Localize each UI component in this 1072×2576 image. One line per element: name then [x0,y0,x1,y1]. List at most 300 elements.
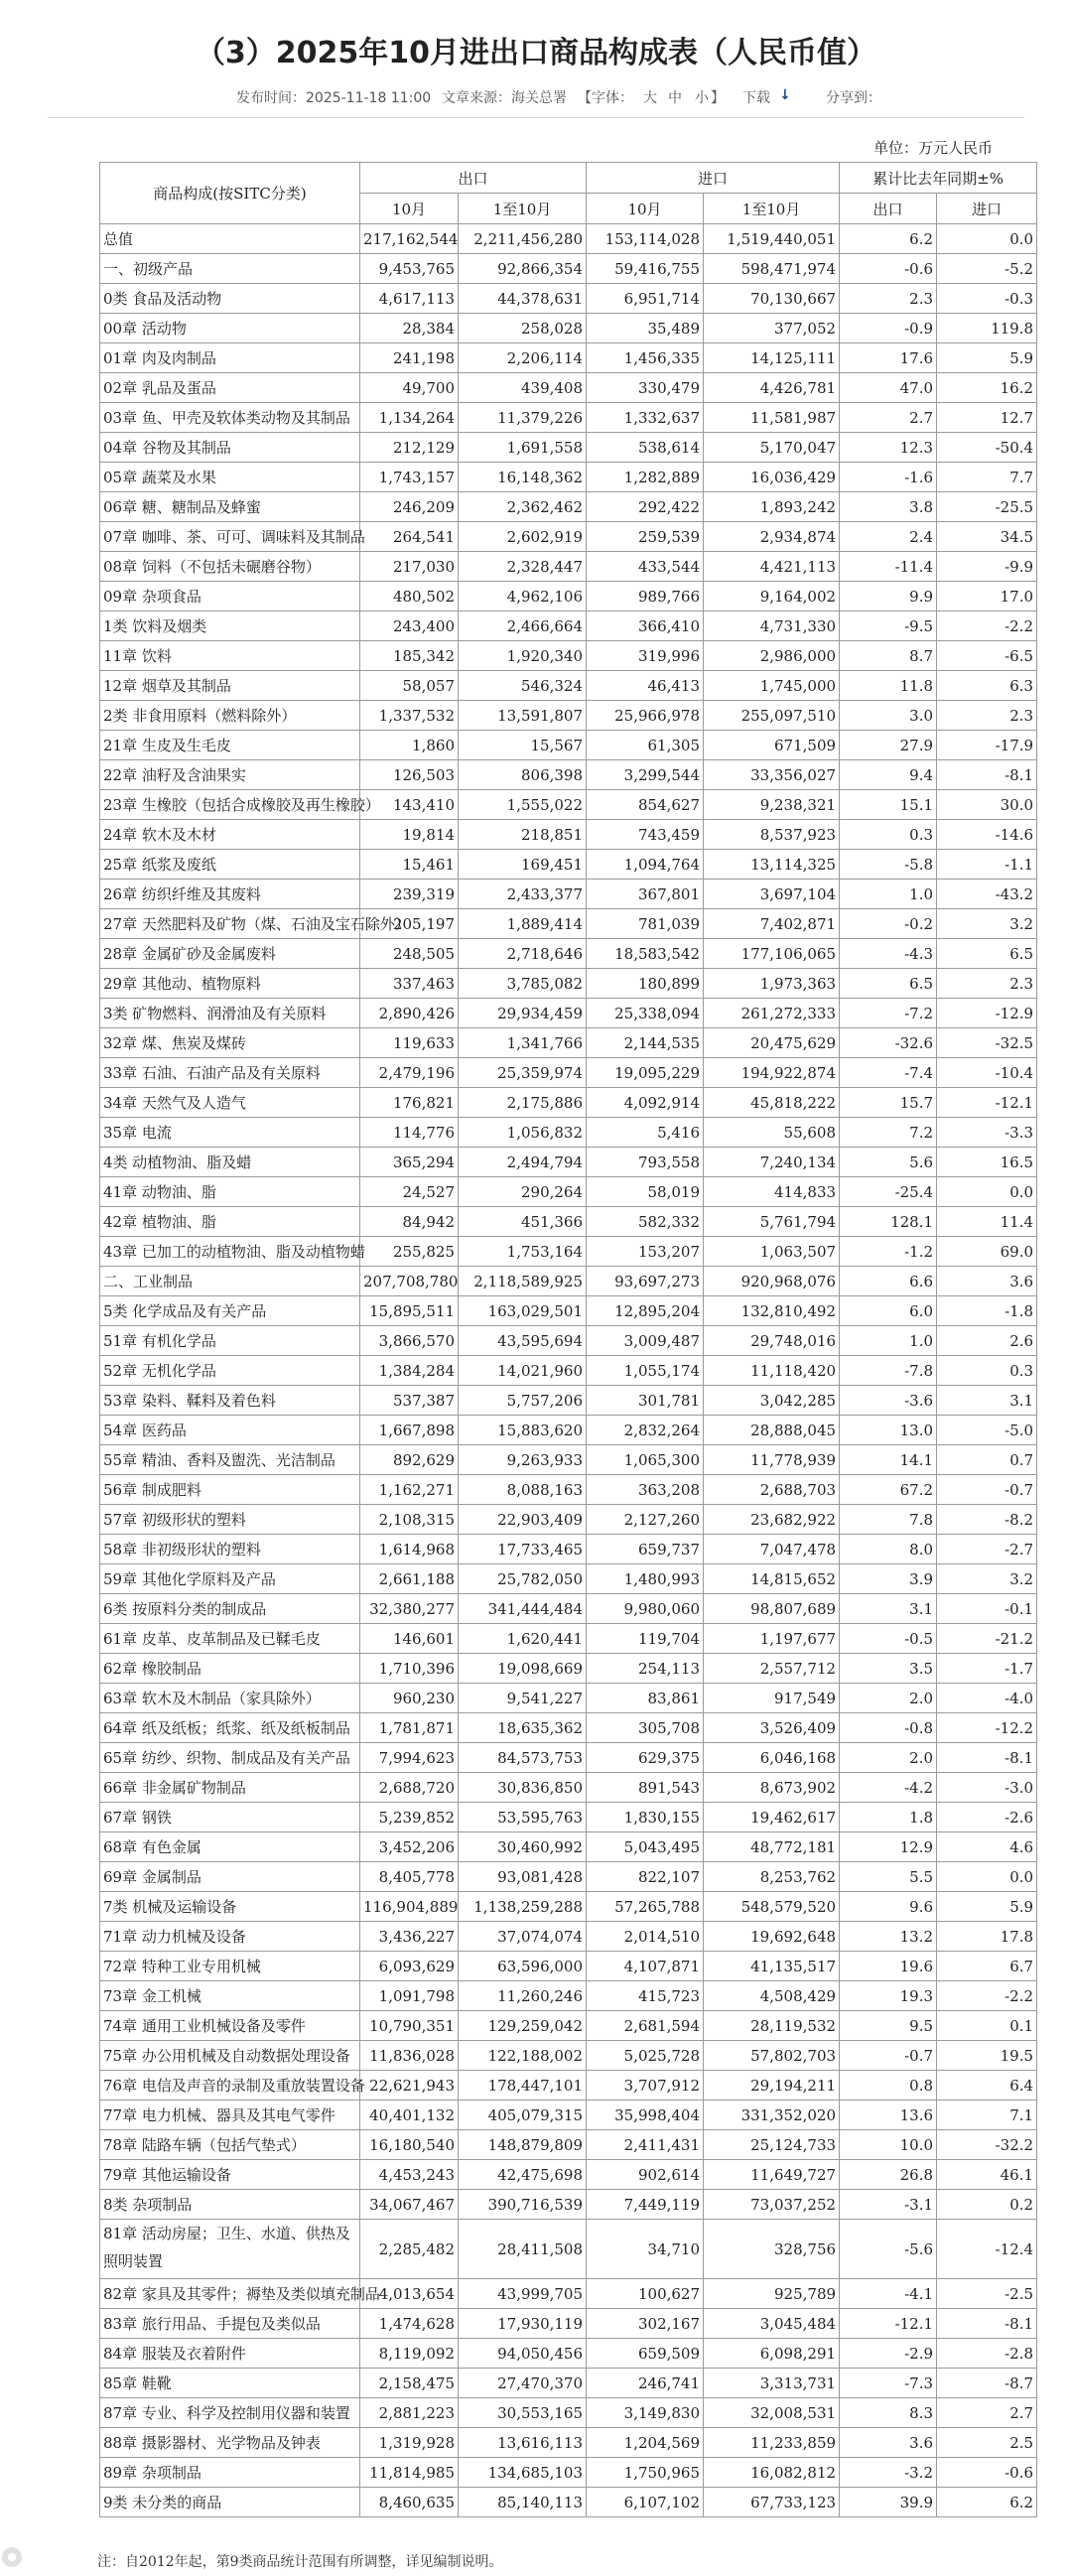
table-row [100,1684,1037,1713]
row-value-cell: 11,836,028 [360,2041,459,2071]
row-value-cell: 10,790,351 [360,2011,459,2041]
row-value-cell: 9,541,227 [459,1684,587,1713]
row-value-cell: 35,998,404 [587,2101,704,2130]
row-value-cell: 19,692,648 [704,1922,840,1952]
row-value-cell: 25,966,978 [587,701,704,731]
row-value-cell: 5,025,728 [587,2041,704,2071]
table-row [100,880,1037,909]
row-category-cell: 03章 鱼、甲壳及软体类动物及其制品 [100,403,360,433]
table-row [100,433,1037,463]
row-value-cell: 2,688,720 [360,1773,459,1803]
row-value-cell: 1,162,271 [360,1475,459,1505]
row-value-cell: 14,021,960 [459,1356,587,1386]
row-value-cell: 8,088,163 [459,1475,587,1505]
table-row [100,641,1037,671]
row-value-cell: 163,029,501 [459,1296,587,1326]
row-value-cell: 3,436,227 [360,1922,459,1952]
row-value-cell: 2,934,874 [704,522,840,552]
row-value-cell: 16.5 [937,1148,1037,1177]
download-link[interactable]: 下载 [742,90,770,106]
table-row [100,2279,1037,2309]
row-value-cell: 3.1 [840,1594,937,1624]
row-value-cell: 29,748,016 [704,1326,840,1356]
row-value-cell: 207,708,780 [360,1267,459,1296]
row-value-cell: -8.2 [937,1505,1037,1535]
row-value-cell: -21.2 [937,1624,1037,1654]
row-value-cell: 1,480,993 [587,1564,704,1594]
row-value-cell: 3,299,544 [587,760,704,790]
row-value-cell: 2,986,000 [704,641,840,671]
row-value-cell: 254,113 [587,1654,704,1684]
row-value-cell: 4,617,113 [360,284,459,314]
row-category-cell: 71章 动力机械及设备 [100,1922,360,1952]
table-row [100,909,1037,939]
row-value-cell: 28,888,045 [704,1416,840,1445]
watermark-circle-icon: ● [2,2547,22,2567]
row-value-cell: -3.2 [840,2458,937,2488]
row-value-cell: 743,459 [587,820,704,850]
table-row [100,1028,1037,1058]
row-value-cell: 30,460,992 [459,1832,587,1862]
row-value-cell: 2,881,223 [360,2398,459,2428]
row-value-cell: 337,463 [360,969,459,999]
row-category-cell: 72章 特种工业专用机械 [100,1952,360,1981]
row-category-cell: 2类 非食用原料（燃料除外） [100,701,360,731]
row-value-cell: 8,460,635 [360,2488,459,2517]
row-value-cell: 28,119,532 [704,2011,840,2041]
table-row [100,1118,1037,1148]
row-value-cell: 331,352,020 [704,2101,840,2130]
row-value-cell: 9,238,321 [704,790,840,820]
row-value-cell: 126,503 [360,760,459,790]
row-value-cell: 22,621,943 [360,2071,459,2101]
row-value-cell: 1,614,968 [360,1535,459,1564]
page-title: （3）2025年10月进出口商品构成表（人民币值） [195,36,877,70]
table-row [100,1177,1037,1207]
row-category-cell: 1类 饮料及烟类 [100,611,360,641]
header-import-ytd: 1至10月 [704,194,840,224]
row-value-cell: 34,710 [587,2220,704,2279]
row-value-cell: 0.8 [840,2071,937,2101]
row-value-cell: 57,802,703 [704,2041,840,2071]
table-row [100,1773,1037,1803]
row-value-cell: 2,890,426 [360,999,459,1028]
row-value-cell: 239,319 [360,880,459,909]
row-category-cell: 85章 鞋靴 [100,2369,360,2398]
row-category-cell: 89章 杂项制品 [100,2458,360,2488]
table-row [100,2309,1037,2339]
row-value-cell: 1,384,284 [360,1356,459,1386]
row-value-cell: -43.2 [937,880,1037,909]
row-value-cell: -0.6 [840,254,937,284]
row-value-cell: 793,558 [587,1148,704,1177]
row-category-cell: 08章 饲料（不包括未碾磨谷物） [100,552,360,582]
row-value-cell: 5,239,852 [360,1803,459,1832]
row-value-cell: 94,050,456 [459,2339,587,2369]
table-row [100,1148,1037,1177]
row-value-cell: 11,233,859 [704,2428,840,2458]
table-row [100,1237,1037,1267]
row-value-cell: 1,620,441 [459,1624,587,1654]
row-value-cell: 261,272,333 [704,999,840,1028]
table-row [100,969,1037,999]
row-value-cell: 128.1 [840,1207,937,1237]
row-value-cell: 1,667,898 [360,1416,459,1445]
row-category-cell: 07章 咖啡、茶、可可、调味料及其制品 [100,522,360,552]
row-value-cell: 3,697,104 [704,880,840,909]
row-value-cell: 264,541 [360,522,459,552]
row-value-cell: 15,883,620 [459,1416,587,1445]
row-value-cell: 8,537,923 [704,820,840,850]
row-category-cell: 09章 杂项食品 [100,582,360,611]
row-value-cell: 2.4 [840,522,937,552]
row-category-cell: 6类 按原料分类的制成品 [100,1594,360,1624]
row-value-cell: 598,471,974 [704,254,840,284]
row-value-cell: 1,091,798 [360,1981,459,2011]
row-category-cell: 02章 乳品及蛋品 [100,373,360,403]
table-row [100,731,1037,760]
row-value-cell: 13.0 [840,1416,937,1445]
row-value-cell: 33,356,027 [704,760,840,790]
row-value-cell: 7.2 [840,1118,937,1148]
row-value-cell: 301,781 [587,1386,704,1416]
row-value-cell: 148,879,809 [459,2130,587,2160]
row-category-cell: 22章 油籽及含油果实 [100,760,360,790]
row-value-cell: 84,573,753 [459,1743,587,1773]
row-value-cell: 16,148,362 [459,463,587,492]
font-size-medium-link[interactable]: 中 [668,90,682,106]
row-value-cell: 119.8 [937,314,1037,343]
row-category-cell: 61章 皮革、皮革制品及已鞣毛皮 [100,1624,360,1654]
row-value-cell: 69.0 [937,1237,1037,1267]
row-value-cell: 302,167 [587,2309,704,2339]
table-row [100,1207,1037,1237]
row-value-cell: 178,447,101 [459,2071,587,2101]
row-value-cell: 0.0 [937,224,1037,254]
table-row [100,1535,1037,1564]
row-value-cell: 2.5 [937,2428,1037,2458]
table-row [100,314,1037,343]
table-row [100,2011,1037,2041]
row-value-cell: 13,591,807 [459,701,587,731]
row-value-cell: 45,818,222 [704,1088,840,1118]
row-value-cell: 25,338,094 [587,999,704,1028]
row-value-cell: 671,509 [704,731,840,760]
row-value-cell: 629,375 [587,1743,704,1773]
row-value-cell: 35,489 [587,314,704,343]
table-row [100,1564,1037,1594]
table-row [100,2101,1037,2130]
row-value-cell: 153,207 [587,1237,704,1267]
row-value-cell: -3.3 [937,1118,1037,1148]
table-row [100,1624,1037,1654]
row-value-cell: 4.6 [937,1832,1037,1862]
row-value-cell: 18,583,542 [587,939,704,969]
row-value-cell: 83,861 [587,1684,704,1713]
table-row [100,1922,1037,1952]
row-value-cell: 292,422 [587,492,704,522]
header-import-oct: 10月 [587,194,704,224]
row-value-cell: 185,342 [360,641,459,671]
row-value-cell: 84,942 [360,1207,459,1237]
row-value-cell: 3.6 [840,2428,937,2458]
row-value-cell: 548,579,520 [704,1892,840,1922]
row-category-cell: 35章 电流 [100,1118,360,1148]
row-category-cell: 0类 食品及活动物 [100,284,360,314]
row-value-cell: 67.2 [840,1475,937,1505]
row-value-cell: 3.9 [840,1564,937,1594]
row-value-cell: 439,408 [459,373,587,403]
row-value-cell: 15,461 [360,850,459,880]
download-icon[interactable]: ↓ [779,87,791,103]
row-value-cell: 0.7 [937,1445,1037,1475]
row-category-cell: 68章 有色金属 [100,1832,360,1862]
row-value-cell: 61,305 [587,731,704,760]
row-value-cell: 319,996 [587,641,704,671]
header-yoy: 累计比去年同期±% [840,163,1037,194]
row-value-cell: 9,453,765 [360,254,459,284]
row-value-cell: -1.6 [840,463,937,492]
row-value-cell: 1,341,766 [459,1028,587,1058]
row-value-cell: -0.7 [937,1475,1037,1505]
table-row [100,999,1037,1028]
row-value-cell: -0.9 [840,314,937,343]
row-value-cell: 58,057 [360,671,459,701]
table-row [100,463,1037,492]
table-row [100,552,1037,582]
table-row [100,2339,1037,2369]
row-value-cell: -11.4 [840,552,937,582]
row-value-cell: -6.5 [937,641,1037,671]
table-row [100,1475,1037,1505]
row-category-cell: 67章 钢铁 [100,1803,360,1832]
row-value-cell: 2,158,475 [360,2369,459,2398]
table-row [100,254,1037,284]
row-value-cell: -2.6 [937,1803,1037,1832]
row-value-cell: 0.3 [840,820,937,850]
row-category-cell: 51章 有机化学品 [100,1326,360,1356]
row-value-cell: 93,081,428 [459,1862,587,1892]
row-value-cell: 6.4 [937,2071,1037,2101]
row-value-cell: 255,825 [360,1237,459,1267]
row-value-cell: 2,118,589,925 [459,1267,587,1296]
row-value-cell: -3.6 [840,1386,937,1416]
row-value-cell: 42,475,698 [459,2160,587,2190]
row-value-cell: 57,265,788 [587,1892,704,1922]
row-value-cell: 6.3 [937,671,1037,701]
row-category-cell: 58章 非初级形状的塑料 [100,1535,360,1564]
row-value-cell: -9.5 [840,611,937,641]
row-category-cell: 41章 动物油、脂 [100,1177,360,1207]
table-row [100,671,1037,701]
row-value-cell: -4.0 [937,1684,1037,1713]
row-value-cell: 9,263,933 [459,1445,587,1475]
header-yoy-import: 进口 [937,194,1037,224]
row-value-cell: -4.2 [840,1773,937,1803]
row-value-cell: 2.3 [937,969,1037,999]
row-value-cell: 9.4 [840,760,937,790]
row-value-cell: 3,526,409 [704,1713,840,1743]
row-value-cell: 925,789 [704,2279,840,2309]
row-value-cell: -2.2 [937,611,1037,641]
table-row [100,2041,1037,2071]
row-category-cell: 9类 未分类的商品 [100,2488,360,2517]
table-row [100,373,1037,403]
row-value-cell: 92,866,354 [459,254,587,284]
row-value-cell: 6,093,629 [360,1952,459,1981]
row-value-cell: 480,502 [360,582,459,611]
row-value-cell: 28,411,508 [459,2220,587,2279]
row-value-cell: 2,718,646 [459,939,587,969]
table-row [100,1445,1037,1475]
row-value-cell: 6,098,291 [704,2339,840,2369]
row-value-cell: 960,230 [360,1684,459,1713]
row-value-cell: 3,452,206 [360,1832,459,1862]
row-value-cell: -2.2 [937,1981,1037,2011]
row-value-cell: 1,745,000 [704,671,840,701]
row-value-cell: 25,359,974 [459,1058,587,1088]
row-value-cell: 2,661,188 [360,1564,459,1594]
row-category-cell: 4类 动植物油、脂及蜡 [100,1148,360,1177]
row-value-cell: 7,449,119 [587,2190,704,2220]
row-value-cell: 18,635,362 [459,1713,587,1743]
row-value-cell: 70,130,667 [704,284,840,314]
row-value-cell: 3,785,082 [459,969,587,999]
row-value-cell: 16.2 [937,373,1037,403]
table-row [100,2458,1037,2488]
row-value-cell: 7.7 [937,463,1037,492]
row-category-cell: 65章 纺纱、织物、制成品及有关产品 [100,1743,360,1773]
row-value-cell: 2.7 [840,403,937,433]
row-value-cell: 59,416,755 [587,254,704,284]
row-value-cell: 537,387 [360,1386,459,1416]
row-value-cell: 134,685,103 [459,2458,587,2488]
row-category-cell: 26章 纺织纤维及其废料 [100,880,360,909]
row-value-cell: 4,092,914 [587,1088,704,1118]
row-value-cell: 30.0 [937,790,1037,820]
row-value-cell: 11,581,987 [704,403,840,433]
row-value-cell: 1.8 [840,1803,937,1832]
row-value-cell: 15,895,511 [360,1296,459,1326]
row-value-cell: 73,037,252 [704,2190,840,2220]
row-value-cell: 1,337,532 [360,701,459,731]
row-value-cell: 15.1 [840,790,937,820]
row-value-cell: 2,285,482 [360,2220,459,2279]
share-label: 分享到： [826,90,881,106]
row-category-cell: 33章 石油、石油产品及有关原料 [100,1058,360,1088]
table-row [100,1594,1037,1624]
row-value-cell: 2,433,377 [459,880,587,909]
row-value-cell: 16,082,812 [704,2458,840,2488]
row-value-cell: 659,509 [587,2339,704,2369]
row-category-cell: 82章 家具及其零件；褥垫及类似填充制品 [100,2279,360,2309]
header-yoy-export: 出口 [840,194,937,224]
row-value-cell: 17.0 [937,582,1037,611]
row-category-cell: 63章 软木及木制品（家具除外） [100,1684,360,1713]
row-value-cell: 119,633 [360,1028,459,1058]
row-value-cell: 11.4 [937,1207,1037,1237]
row-value-cell: 451,366 [459,1207,587,1237]
meta-divider [48,117,1024,118]
row-value-cell: 15,567 [459,731,587,760]
row-value-cell: 43,595,694 [459,1326,587,1356]
row-value-cell: 1,519,440,051 [704,224,840,254]
row-value-cell: -0.3 [937,284,1037,314]
row-value-cell: 40,401,132 [360,2101,459,2130]
row-value-cell: -1.2 [840,1237,937,1267]
row-value-cell: 433,544 [587,552,704,582]
row-value-cell: -9.9 [937,552,1037,582]
row-value-cell: 4,421,113 [704,552,840,582]
row-category-cell: 75章 办公用机械及自动数据处理设备 [100,2041,360,2071]
row-value-cell: 19,098,669 [459,1654,587,1684]
table-row [100,1416,1037,1445]
table-row [100,820,1037,850]
row-value-cell: 6,107,102 [587,2488,704,2517]
row-category-cell: 32章 煤、焦炭及煤砖 [100,1028,360,1058]
font-size-large-link[interactable]: 大 [643,90,657,106]
row-value-cell: 1,920,340 [459,641,587,671]
table-row [100,850,1037,880]
row-value-cell: 32,380,277 [360,1594,459,1624]
row-value-cell: -2.5 [937,2279,1037,2309]
row-value-cell: 1,474,628 [360,2309,459,2339]
table-row [100,1267,1037,1296]
row-value-cell: 3,866,570 [360,1326,459,1356]
row-value-cell: 3,707,912 [587,2071,704,2101]
row-value-cell: 2.7 [937,2398,1037,2428]
row-value-cell: -0.7 [840,2041,937,2071]
row-value-cell: 2,681,594 [587,2011,704,2041]
row-value-cell: 538,614 [587,433,704,463]
row-value-cell: 367,801 [587,880,704,909]
row-value-cell: 180,899 [587,969,704,999]
table-row [100,2071,1037,2101]
row-value-cell: 20,475,629 [704,1028,840,1058]
row-value-cell: 1,893,242 [704,492,840,522]
row-value-cell: -8.7 [937,2369,1037,2398]
row-value-cell: 7,402,871 [704,909,840,939]
footnote-text: 注：自2012年起，第9类商品统计范围有所调整，详见编制说明。 [97,2554,503,2570]
table-row [100,1386,1037,1416]
font-size-small-link[interactable]: 小 [695,90,709,106]
row-value-cell: 8,405,778 [360,1862,459,1892]
row-value-cell: 146,601 [360,1624,459,1654]
row-category-cell: 一、初级产品 [100,254,360,284]
row-value-cell: -3.0 [937,1773,1037,1803]
row-value-cell: 255,097,510 [704,701,840,731]
table-row [100,2160,1037,2190]
row-value-cell: 0.0 [937,1862,1037,1892]
commodity-table [99,162,1037,2517]
row-value-cell: 920,968,076 [704,1267,840,1296]
header-import: 进口 [587,163,840,194]
row-value-cell: 0.1 [937,2011,1037,2041]
row-value-cell: 4,107,871 [587,1952,704,1981]
row-value-cell: 19.3 [840,1981,937,2011]
row-value-cell: 26.8 [840,2160,937,2190]
row-value-cell: 11,379,226 [459,403,587,433]
row-category-cell: 53章 染料、鞣料及着色料 [100,1386,360,1416]
row-value-cell: 143,410 [360,790,459,820]
row-value-cell: 1.0 [840,1326,937,1356]
row-category-cell: 52章 无机化学品 [100,1356,360,1386]
row-value-cell: -2.9 [840,2339,937,2369]
row-value-cell: 27,470,370 [459,2369,587,2398]
row-category-cell: 29章 其他动、植物原料 [100,969,360,999]
row-value-cell: 13,616,113 [459,2428,587,2458]
row-value-cell: 3.2 [937,1564,1037,1594]
